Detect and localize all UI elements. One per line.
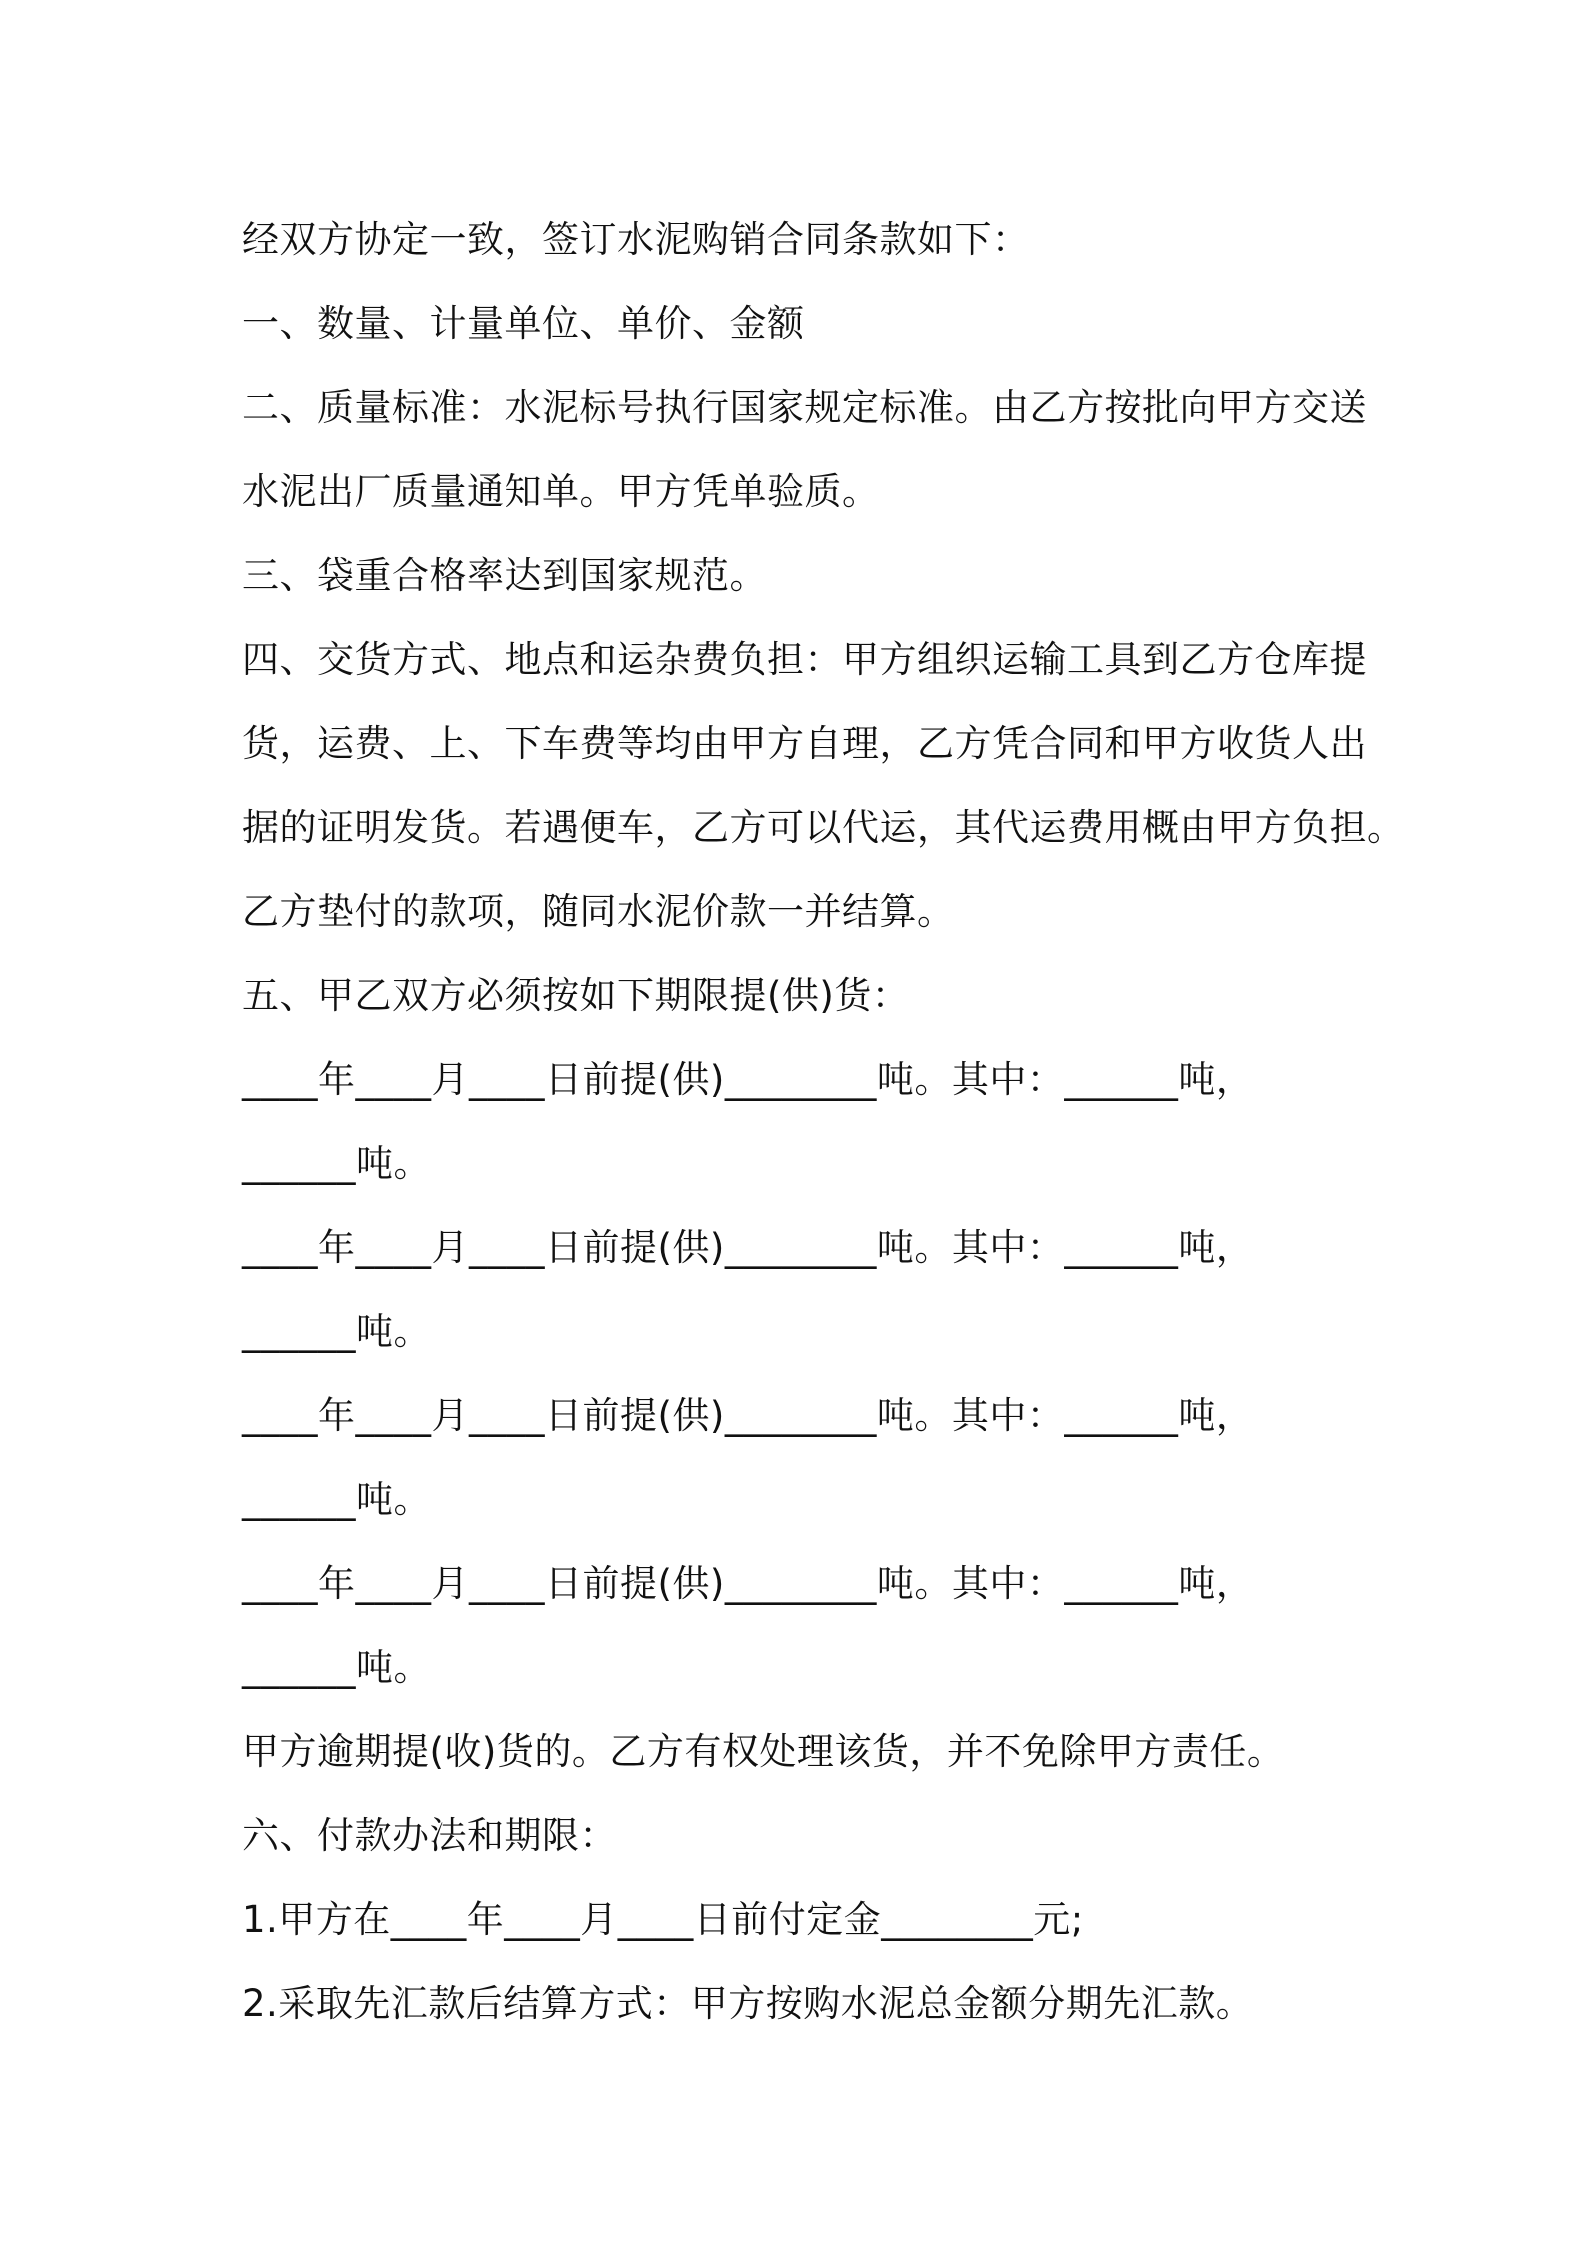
intro-line: 经双方协定一致，签订水泥购销合同条款如下： bbox=[242, 218, 1030, 261]
clause-4-line-2: 货，运费、上、下车费等均由甲方自理，乙方凭合同和甲方收货人出 bbox=[242, 722, 1367, 765]
clause-2-line-1: 二、质量标准：水泥标号执行国家规定标准。由乙方按批向甲方交送 bbox=[242, 386, 1367, 429]
delivery-schedule-line-cont: ______吨。 bbox=[242, 1646, 431, 1689]
delivery-schedule-line: ____年____月____日前提(供)________吨。其中：______吨， bbox=[242, 1058, 1254, 1101]
payment-item-2: 2.采取先汇款后结算方式：甲方按购水泥总金额分期先汇款。 bbox=[242, 1982, 1254, 2025]
clause-4-line-4: 乙方垫付的款项，随同水泥价款一并结算。 bbox=[242, 890, 955, 933]
delivery-schedule-line-cont: ______吨。 bbox=[242, 1310, 431, 1353]
clause-4-line-1: 四、交货方式、地点和运杂费负担：甲方组织运输工具到乙方仓库提 bbox=[242, 638, 1367, 681]
clause-1-heading: 一、数量、计量单位、单价、金额 bbox=[242, 302, 805, 345]
clause-4-line-3: 据的证明发货。若遇便车，乙方可以代运，其代运费用概由甲方负担。 bbox=[242, 806, 1405, 849]
clause-2-line-2: 水泥出厂质量通知单。甲方凭单验质。 bbox=[242, 470, 880, 513]
late-pickup-clause: 甲方逾期提(收)货的。乙方有权处理该货，并不免除甲方责任。 bbox=[242, 1730, 1285, 1773]
payment-item-1: 1.甲方在____年____月____日前付定金________元; bbox=[242, 1898, 1084, 1941]
clause-3-line: 三、袋重合格率达到国家规范。 bbox=[242, 554, 767, 597]
delivery-schedule-line: ____年____月____日前提(供)________吨。其中：______吨， bbox=[242, 1562, 1254, 1605]
delivery-schedule-line-cont: ______吨。 bbox=[242, 1478, 431, 1521]
delivery-schedule-line: ____年____月____日前提(供)________吨。其中：______吨， bbox=[242, 1226, 1254, 1269]
delivery-schedule-line-cont: ______吨。 bbox=[242, 1142, 431, 1185]
delivery-schedule-line: ____年____月____日前提(供)________吨。其中：______吨， bbox=[242, 1394, 1254, 1437]
contract-text-body bbox=[242, 198, 1405, 2046]
clause-6-heading: 六、付款办法和期限： bbox=[242, 1814, 617, 1857]
clause-5-heading: 五、甲乙双方必须按如下期限提(供)货： bbox=[242, 974, 910, 1017]
